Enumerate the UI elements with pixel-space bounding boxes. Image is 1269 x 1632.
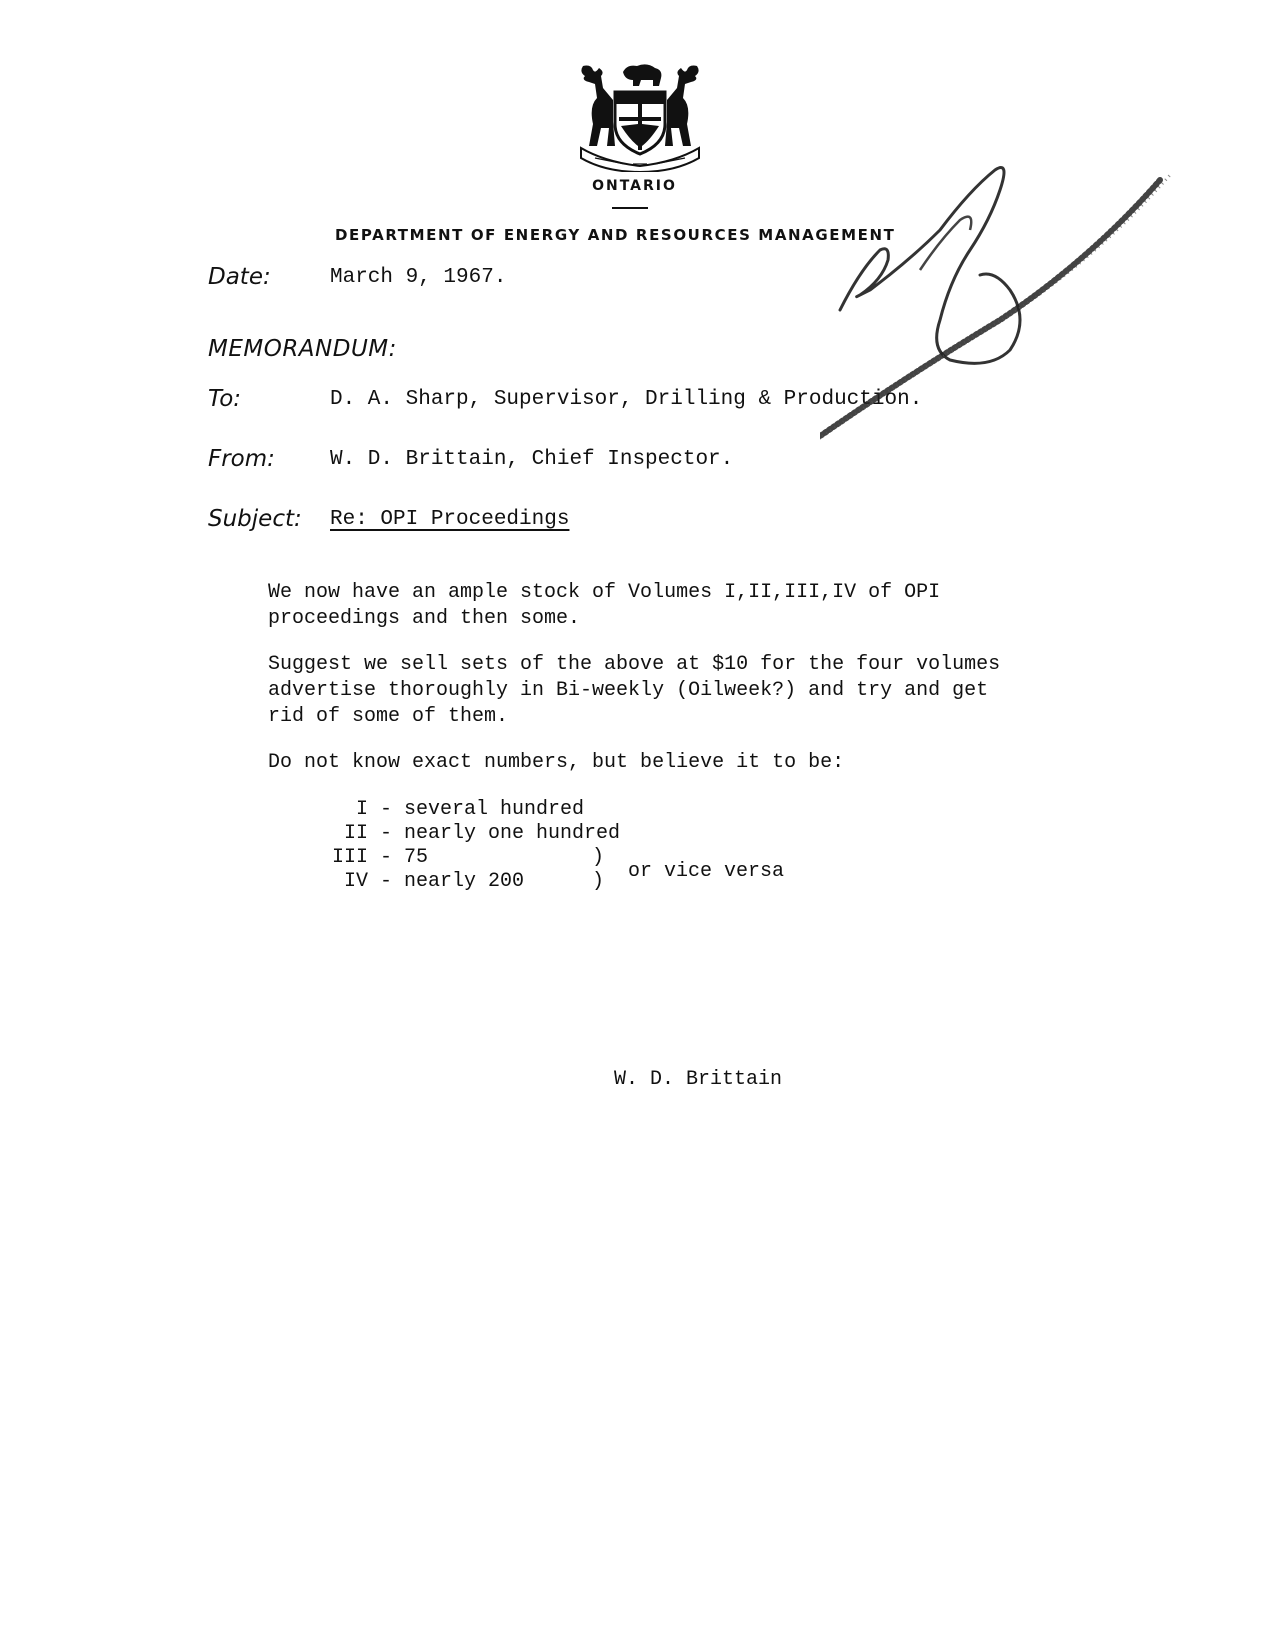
list-dash: - — [380, 822, 393, 845]
list-item-text: nearly 200 — [404, 870, 525, 893]
ontario-crest-icon — [575, 62, 705, 172]
signature-typed: W. D. Brittain — [614, 1068, 783, 1091]
list-item-vol: I — [356, 798, 369, 821]
handwritten-initials-icon — [820, 150, 1180, 470]
list-item-text: 75 — [404, 846, 429, 869]
paragraph-3: Do not know exact numbers, but believe it to be: — [268, 751, 845, 774]
paragraph-2: Suggest we sell sets of the above at $10 for the four volumes advertise thoroughly in Bi-weekly (Oilweek?) and try and get rid of some of them. — [268, 653, 1001, 728]
memorandum-label: MEMORANDUM: — [208, 336, 397, 362]
list-dash: - — [380, 846, 393, 869]
bracket-note: or vice versa — [628, 860, 785, 883]
department-name: DEPARTMENT OF ENERGY AND RESOURCES MANAGEMENT — [335, 226, 896, 244]
list-dash: - — [380, 798, 393, 821]
subject-label: Subject: — [208, 506, 302, 532]
from-label: From: — [208, 446, 275, 472]
list-dash: - — [380, 870, 393, 893]
subject-value: Re: OPI Proceedings — [330, 508, 570, 531]
bracket: ) — [592, 846, 605, 869]
list-item-vol: III — [332, 846, 369, 869]
list-item-text: nearly one hundred — [404, 822, 621, 845]
volume-list — [0, 798, 1269, 908]
paragraph-1: We now have an ample stock of Volumes I,II,III,IV of OPI proceedings and then some. — [268, 581, 941, 630]
list-item-vol: II — [344, 822, 369, 845]
list-item-text: several hundred — [404, 798, 585, 821]
province-name: ONTARIO — [592, 178, 677, 194]
to-label: To: — [208, 386, 242, 412]
divider — [612, 207, 648, 209]
date-value: March 9, 1967. — [330, 266, 507, 289]
list-item-vol: IV — [344, 870, 369, 893]
bracket: ) — [592, 870, 605, 893]
from-value: W. D. Brittain, Chief Inspector. — [330, 448, 734, 471]
date-label: Date: — [208, 264, 271, 290]
to-value: D. A. Sharp, Supervisor, Drilling & Production. — [330, 388, 923, 411]
